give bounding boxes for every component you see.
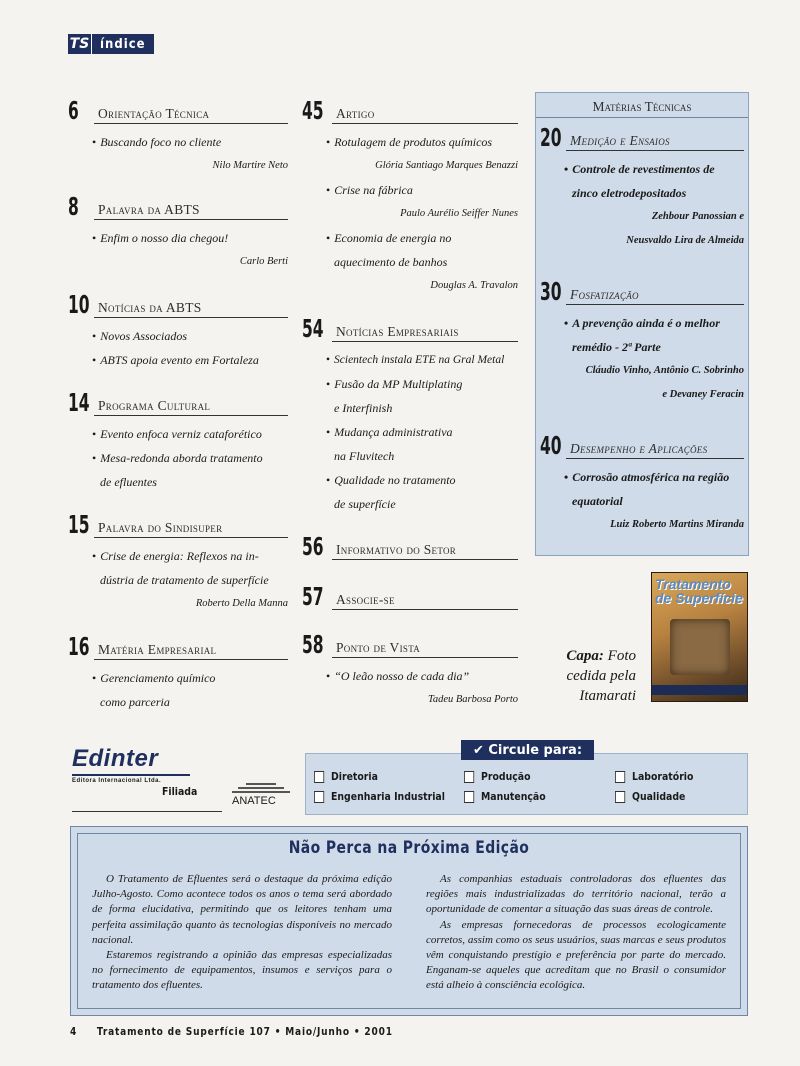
next-edition-right-column — [426, 872, 726, 994]
next-edition-left-column — [92, 872, 392, 994]
article-title[interactable]: • Buscando foco no cliente — [92, 135, 222, 149]
toc-entry-40[interactable] — [540, 431, 744, 537]
routing-checklist — [305, 742, 748, 815]
article-author: Douglas A. Travalon — [430, 280, 518, 291]
section-title: Orientação Técnica — [94, 106, 288, 124]
publisher-block — [72, 745, 290, 820]
cover-photo-machine — [670, 619, 730, 675]
toc-entry-54[interactable] — [302, 314, 518, 516]
checkbox-icon[interactable] — [464, 771, 474, 783]
article-title[interactable]: • Rotulagem de produtos químicos — [326, 135, 493, 149]
paragraph: As empresas fornecedoras de processos ecologicamente corretos, assim como os seus usuários, suas marcas e seus produtos vêm conquistando prestígio e preferência por parte do mercado. Enganam-se aqueles que acreditam que no Brasil o consumidor está alheio à consciência ecológica. — [426, 918, 726, 992]
page-number: 14 — [68, 388, 90, 417]
filiada-label: Filiada — [162, 785, 198, 798]
page-number: 6 — [68, 96, 79, 125]
routing-tab: ✔ Circule para: — [461, 740, 594, 760]
section-logo — [68, 34, 154, 54]
article-title-continued: de superfície — [334, 497, 396, 511]
next-edition-box — [70, 826, 748, 1016]
paragraph: Estaremos registrando a opinião das empresas especializadas no fornecimento de equipamentos, insumos e serviços para o tratamento dos efluentes. — [92, 949, 392, 992]
checkbox-laboratorio[interactable]: Laboratório — [615, 770, 693, 783]
anatec-name: ANATEC — [232, 795, 276, 807]
page-number: 54 — [302, 314, 324, 343]
article-title-continued: equatorial — [572, 494, 623, 508]
cover-magazine-title: Tratamento de Superfície — [655, 576, 743, 606]
section-title: Fosfatização — [566, 287, 744, 305]
article-title-continued: remédio - 2ª Parte — [572, 340, 661, 354]
section-title: Notícias Empresariais — [332, 324, 518, 342]
cover-caption-label: Capa: — [566, 648, 604, 664]
article-author: Glória Santiago Marques Benazzi — [375, 160, 518, 171]
page-number: 56 — [302, 532, 324, 561]
section-title: Associe-se — [332, 592, 518, 610]
page-number: 58 — [302, 630, 324, 659]
article-title[interactable]: • Enfim o nosso dia chegou! — [92, 231, 229, 245]
checkbox-diretoria[interactable]: Diretoria — [314, 770, 378, 783]
page-number: 30 — [540, 277, 562, 306]
article-title[interactable]: • Crise de energia: Reflexos na in- — [92, 549, 259, 563]
checkbox-qualidade[interactable]: Qualidade — [615, 790, 685, 803]
section-title: Palavra do Sindisuper — [94, 520, 288, 538]
article-title[interactable]: • Fusão da MP Multiplating — [326, 377, 463, 391]
checkbox-manutencao[interactable]: Manutenção — [464, 790, 546, 803]
anatec-logo — [232, 783, 290, 807]
toc-entry-16[interactable] — [68, 632, 288, 714]
publisher-logo: Edinter — [72, 745, 159, 772]
article-title[interactable]: • Crise na fábrica — [326, 183, 413, 197]
article-title-continued: aquecimento de banhos — [334, 255, 448, 269]
page-number: 15 — [68, 510, 90, 539]
cover-thumbnail[interactable] — [651, 572, 748, 702]
article-title[interactable]: • Economia de energia no — [326, 231, 452, 245]
toc-entry-8[interactable] — [68, 192, 288, 274]
article-title[interactable]: • Scientech instala ETE na Gral Metal — [326, 354, 505, 366]
article-author: Neusvaldo Lira de Almeida — [626, 235, 744, 246]
section-title: Matéria Empresarial — [94, 642, 288, 660]
section-title: Artigo — [332, 106, 518, 124]
article-title[interactable]: • ABTS apoia evento em Fortaleza — [92, 353, 259, 367]
article-title-continued: dústria de tratamento de superfície — [100, 573, 269, 587]
article-title-continued: zinco eletrodepositados — [572, 186, 687, 200]
article-author: Paulo Aurélio Seiffer Nunes — [400, 208, 518, 219]
paragraph: O Tratamento de Efluentes será o destaque da próxima edição Julho-Agosto. Como acontece todos os anos o tema será abordado de forma elucidativa, permitindo que os leitores tenham uma perfeita assimilação quanto às tecnologias disponíveis no mercado nacional. — [92, 873, 392, 946]
technical-articles-box — [535, 92, 749, 556]
section-title: Informativo do Setor — [332, 542, 518, 560]
checkbox-engenharia-industrial[interactable]: Engenharia Industrial — [314, 790, 445, 803]
publisher-logo-underline — [72, 774, 190, 776]
article-title-continued: de efluentes — [100, 475, 157, 489]
article-title[interactable]: • Controle de revestimentos de — [564, 162, 715, 176]
page-number: 40 — [540, 431, 562, 460]
section-title: Programa Cultural — [94, 398, 288, 416]
article-title-continued: e Interfinish — [334, 401, 393, 415]
article-title[interactable]: • Qualidade no tratamento — [326, 473, 456, 487]
page-number: 16 — [68, 632, 90, 661]
cover-bottom-bar — [652, 685, 747, 695]
section-title: Desempenho e Aplicações — [566, 441, 744, 459]
section-title: Medição e Ensaios — [566, 133, 744, 151]
checkbox-icon[interactable] — [314, 771, 324, 783]
page-number: 45 — [302, 96, 324, 125]
article-title[interactable]: • Gerenciamento químico — [92, 671, 216, 685]
article-title-continued: na Fluvitech — [334, 449, 395, 463]
toc-entry-30[interactable] — [540, 277, 744, 407]
page-number: 57 — [302, 582, 324, 611]
article-title[interactable]: • Evento enfoca verniz cataforético — [92, 427, 262, 441]
article-author: Cláudio Vinho, Antônio C. Sobrinho — [585, 365, 744, 376]
page-title: índice — [100, 36, 146, 52]
cover-caption — [560, 646, 636, 706]
page-number: 20 — [540, 123, 562, 152]
article-title[interactable]: • Mesa-redonda aborda tratamento — [92, 451, 263, 465]
article-author: Roberto Della Manna — [195, 598, 288, 609]
checkbox-producao[interactable]: Produção — [464, 770, 531, 783]
section-title: Palavra da ABTS — [94, 202, 288, 220]
checkbox-icon[interactable] — [314, 791, 324, 803]
toc-entry-56[interactable] — [302, 532, 518, 560]
toc-entry-58[interactable] — [302, 630, 518, 712]
toc-entry-20[interactable] — [540, 123, 744, 253]
page-footer: 4 Tratamento de Superfície 107 • Maio/Junho • 2001 — [70, 1025, 393, 1038]
toc-entry-57[interactable] — [302, 582, 518, 610]
article-author: Tadeu Barbosa Porto — [427, 694, 518, 705]
cover-caption-text: Foto cedida pela Itamarati — [566, 648, 636, 704]
ts-logo-icon: TS — [68, 34, 92, 54]
section-title: Notícias da ABTS — [94, 300, 288, 318]
checkbox-icon[interactable] — [615, 771, 625, 783]
toc-entry-15[interactable] — [68, 510, 288, 616]
article-author: Nilo Martire Neto — [212, 160, 288, 171]
publisher-subtitle: Editora Internacional Ltda. — [72, 778, 162, 784]
page-number: 10 — [68, 290, 90, 319]
article-author: e Devaney Feracin — [662, 389, 744, 400]
article-author: Luiz Roberto Martins Miranda — [610, 519, 744, 530]
next-edition-title: Não Perca na Próxima Edição — [288, 838, 530, 858]
article-title[interactable]: • A prevenção ainda é o melhor — [564, 316, 720, 330]
article-title[interactable]: • Novos Associados — [92, 329, 187, 343]
checkbox-icon[interactable] — [615, 791, 625, 803]
article-title[interactable]: • Mudança administrativa — [326, 425, 453, 439]
toc-entry-45[interactable] — [302, 96, 518, 298]
section-title: Ponto de Vista — [332, 640, 518, 658]
article-author: Carlo Berti — [239, 256, 288, 267]
page-number: 8 — [68, 192, 79, 221]
paragraph: As companhias estaduais controladoras dos efluentes das regiões mais industrializadas do território nacional, terão a oportunidade de comentar a situação das suas áreas de controle. — [426, 873, 726, 916]
article-title[interactable]: • “O leão nosso de cada dia” — [326, 669, 470, 683]
toc-entry-6[interactable] — [68, 96, 288, 178]
box-heading: Matérias Técnicas — [536, 93, 748, 118]
toc-entry-10[interactable] — [68, 290, 288, 372]
article-title[interactable]: • Corrosão atmosférica na região — [564, 470, 730, 484]
toc-entry-14[interactable] — [68, 388, 288, 494]
article-author: Zehbour Panossian e — [651, 211, 744, 222]
checkbox-icon[interactable] — [464, 791, 474, 803]
article-title-continued: como parceria — [100, 695, 170, 709]
divider — [72, 811, 222, 812]
next-edition-frame — [77, 833, 741, 1009]
